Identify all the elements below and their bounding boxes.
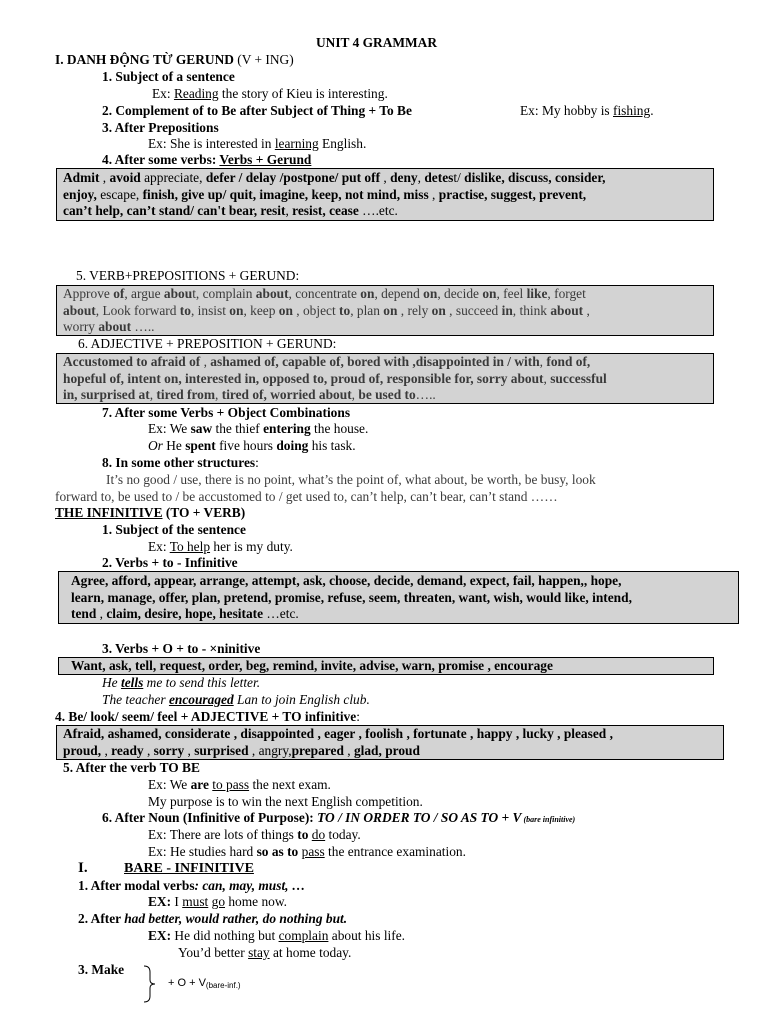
- ex-text: today.: [325, 827, 361, 842]
- ex-bold: so as to: [256, 844, 299, 859]
- rule-italic: : can, may, must, …: [194, 878, 306, 893]
- ex-underlined: learning: [274, 136, 319, 151]
- gerund-rule-3-example: [148, 136, 366, 152]
- ex-bold-underlined: encouraged: [168, 692, 234, 707]
- infinitive-heading: [55, 505, 245, 521]
- word: ,: [351, 387, 359, 402]
- right-brace-icon: [140, 964, 160, 1004]
- ex-text: Ex: There are lots of things: [148, 827, 298, 842]
- word: be used to: [358, 387, 416, 402]
- word: about: [255, 286, 289, 301]
- ex-underlined: go: [211, 894, 226, 909]
- word: on: [383, 302, 398, 318]
- word: , argue: [124, 286, 164, 301]
- word: to: [339, 302, 351, 318]
- infinitive-rule-3: 3. Verbs + O + to - ×ninitive: [102, 641, 261, 656]
- ex-underlined: to pass: [212, 777, 250, 792]
- verbs-gerund-box: [56, 168, 714, 221]
- word: , depend: [374, 286, 424, 301]
- rule-colon: :: [356, 709, 360, 724]
- word: ,: [539, 354, 547, 369]
- ex-bold: EX:: [148, 894, 172, 909]
- gerund-rule-1: 1. Subject of a sentence: [102, 69, 235, 84]
- word: avoid: [109, 170, 141, 185]
- word: ,: [343, 742, 354, 758]
- box-line: [63, 303, 713, 320]
- word: ,: [143, 742, 154, 758]
- word: , think: [512, 302, 551, 318]
- word: glad, proud: [353, 742, 420, 758]
- infinitive-rule-3-example-1: [102, 675, 260, 691]
- gerund-heading: [55, 52, 294, 68]
- gerund-rule-5: [76, 268, 299, 284]
- verbs-infinitive-box: [58, 571, 739, 624]
- heading-underlined: THE INFINITIVE: [55, 505, 163, 520]
- rule-text: 5. VERB+PREPOSITIONS + GERUND: [76, 268, 296, 283]
- word: ….etc.: [358, 203, 398, 218]
- ex-text: at home today.: [269, 945, 352, 960]
- word: ,: [96, 606, 107, 621]
- rule-colon: :: [332, 336, 337, 351]
- verb-preposition-box: [56, 285, 714, 336]
- ex-underlined: To help: [169, 539, 211, 554]
- infinitive-rule-1: 1. Subject of the sentence: [102, 522, 246, 537]
- formula-subscript: (bare-inf.): [205, 981, 241, 990]
- page-title: UNIT 4 GRAMMAR: [316, 35, 438, 50]
- word: surprised: [194, 742, 249, 758]
- heading-rest: (TO + VERB): [162, 505, 246, 520]
- ex-text: about his life.: [328, 928, 406, 943]
- infinitive-rule-6: [102, 810, 575, 828]
- word: in, surprised at: [63, 387, 150, 402]
- word: ,: [200, 354, 211, 369]
- word: ,: [149, 387, 157, 402]
- ex-text: the next exam.: [249, 777, 331, 792]
- rule-text: 4. Be/ look/ seem/ feel + ADJECTIVE + TO infinitive: [55, 709, 357, 724]
- adjective-preposition-box: [56, 353, 714, 404]
- word: tired from: [156, 387, 216, 402]
- ex-italic: me to send this letter.: [143, 675, 261, 690]
- bare-rule-2: [78, 911, 347, 927]
- infinitive-rule-4: [55, 709, 360, 725]
- box-line: [63, 354, 713, 371]
- rule-text: 6. ADJECTIVE + PREPOSITION + GERUND: [78, 336, 333, 351]
- gerund-rule-7: 7. After some Verbs + Object Combinations: [102, 405, 351, 420]
- ex-text: English.: [318, 136, 367, 151]
- box-line: [71, 606, 738, 623]
- word: ,: [215, 387, 222, 402]
- gerund-rule-6: [78, 336, 336, 352]
- rule-italic: had better, would rather, do nothing but.: [124, 911, 348, 926]
- bare-heading: BARE - INFINITIVE: [124, 861, 254, 876]
- gerund-rule-8: [102, 455, 259, 471]
- word: ,: [428, 186, 439, 202]
- bare-rule-2-example-2: [178, 945, 351, 961]
- word: Approve: [63, 286, 114, 301]
- word: , plan: [350, 302, 384, 318]
- bare-rule-3: 3. Make: [78, 962, 125, 977]
- word: tend: [71, 606, 97, 621]
- adjective-infinitive-box: [56, 725, 724, 760]
- ex-italic: Lan to join English club.: [233, 692, 370, 707]
- word: …etc.: [263, 606, 299, 621]
- gerund-rule-8-line-1: It’s no good / use, there is no point, what’s the point of, what about, be worth, be busy, look: [106, 472, 596, 487]
- word: about: [98, 319, 132, 334]
- gerund-rule-3: 3. After Prepositions: [102, 120, 219, 135]
- ex-text: five hours: [215, 438, 277, 453]
- word: ,: [99, 170, 110, 185]
- word: , rely: [397, 302, 432, 318]
- word: detes: [424, 170, 454, 185]
- word: deny: [390, 170, 418, 185]
- bare-rule-1-example: [148, 894, 287, 910]
- rule-colon: :: [211, 152, 220, 167]
- box-line: [63, 319, 713, 336]
- word: , decide: [437, 286, 483, 301]
- ex-underlined: stay: [248, 945, 270, 960]
- ex-underlined: must: [182, 894, 209, 909]
- ex-text: .: [650, 103, 654, 118]
- ex-text: Ex:: [152, 86, 174, 101]
- ex-underlined: pass: [301, 844, 325, 859]
- gerund-rule-7-example-1: [148, 421, 368, 437]
- word: ,: [543, 370, 551, 386]
- word: ashamed of, capable of, bored with ,disappointed in / with: [210, 354, 540, 369]
- gerund-rule-2: 2. Complement of to Be after Subject of Thing + To Be: [102, 103, 412, 118]
- ex-text: her is my duty.: [210, 539, 293, 554]
- rule-underlined: Verbs + Gerund: [219, 152, 312, 167]
- word: dislike, discuss, consider,: [464, 170, 606, 185]
- ex-text: the thief: [212, 421, 264, 436]
- gerund-heading-main: I. DANH ĐỘNG TỪ GERUND: [55, 52, 234, 67]
- ex-text: the house.: [310, 421, 369, 436]
- word: Accustomed to afraid of: [63, 354, 201, 369]
- rule-formula: TO / IN ORDER TO / SO AS TO + V: [317, 810, 522, 825]
- rule-colon: :: [255, 455, 259, 470]
- word: , keep: [243, 302, 279, 318]
- word: ,: [583, 302, 590, 318]
- ex-italic: The teacher: [102, 692, 169, 707]
- word: fond of,: [546, 354, 591, 369]
- infinitive-rule-5: 5. After the verb TO BE: [63, 760, 200, 775]
- ex-text: home now.: [225, 894, 287, 909]
- word: , angry,: [248, 742, 292, 758]
- ex-bold: doing: [276, 438, 309, 453]
- word: defer / delay /postpone/ put off: [205, 170, 381, 185]
- ex-bold: are: [190, 777, 209, 792]
- word: , forget: [547, 286, 586, 301]
- word: on: [229, 302, 244, 318]
- word: …..: [415, 387, 436, 402]
- word: , object: [292, 302, 340, 318]
- verbs-object-box: Want, ask, tell, request, order, beg, remind, invite, advise, warn, promise , encourage: [58, 657, 714, 675]
- ex-text: the entrance examination.: [324, 844, 466, 859]
- box-line: [63, 187, 713, 204]
- word: ,: [101, 742, 112, 758]
- word: claim, desire, hope, hesitate: [106, 606, 264, 621]
- ex-italic: He: [102, 675, 121, 690]
- ex-bold-underlined: tells: [120, 675, 144, 690]
- box-line: [63, 387, 713, 404]
- word: ,: [184, 742, 195, 758]
- word: prepared: [291, 742, 344, 758]
- ex-bold: spent: [185, 438, 216, 453]
- word: sorry: [153, 742, 185, 758]
- word: abou: [163, 286, 193, 301]
- ex-text: Ex: We: [148, 777, 191, 792]
- infinitive-rule-6-example-1: [148, 827, 361, 843]
- word: finish, give up/ quit, imagine, keep, not mind, miss: [142, 186, 429, 202]
- word: escape,: [96, 186, 143, 202]
- word: ,: [417, 170, 425, 185]
- box-line: [63, 371, 713, 388]
- word: can’t help, can’t stand/ can't bear, resit: [63, 203, 286, 218]
- bare-formula: [168, 975, 241, 994]
- box-line: [63, 743, 723, 760]
- ex-text: Ex:: [148, 539, 170, 554]
- word: proud,: [63, 742, 102, 758]
- formula-text: + O + V: [168, 977, 206, 989]
- word: t/: [453, 170, 465, 185]
- box-line: Afraid, ashamed, considerate , disappointed , eager , foolish , fortunate , happy , lucky , pleased ,: [63, 726, 613, 741]
- ex-underlined: Reading: [173, 86, 219, 101]
- word: appreciate,: [140, 170, 206, 185]
- word: , succeed: [445, 302, 502, 318]
- word: Admit: [63, 170, 100, 185]
- word: t, complain: [192, 286, 256, 301]
- infinitive-rule-5-example-1: [148, 777, 331, 793]
- word: ready: [111, 742, 144, 758]
- ex-text: Ex: He studies hard: [148, 844, 257, 859]
- word: ,: [380, 170, 391, 185]
- ex-bold: to: [297, 827, 309, 842]
- gerund-rule-8-line-2: forward to, be used to / be accustomed to / get used to, can’t help, can’t bear, can’t stand ……: [55, 489, 558, 504]
- infinitive-rule-5-example-2: My purpose is to win the next English competition.: [148, 794, 423, 809]
- word: , insist: [190, 302, 230, 318]
- box-line: [63, 170, 713, 187]
- word: practise, suggest, prevent,: [438, 186, 587, 202]
- infinitive-rule-2: 2. Verbs + to - Infinitive: [102, 555, 238, 570]
- box-line: [63, 203, 713, 220]
- bare-roman-numeral: I.: [78, 860, 88, 876]
- rule-colon: :: [295, 268, 300, 283]
- word: , feel: [496, 286, 527, 301]
- word: hopeful of, intent on, interested in, opposed to, proud of, responsible for, sorry about: [63, 370, 544, 386]
- ex-underlined: do: [311, 827, 326, 842]
- box-line: learn, manage, offer, plan, pretend, promise, refuse, seem, threaten, want, wish, would like, intend,: [71, 589, 632, 605]
- rule-text: 6. After Noun (Infinitive of Purpose):: [102, 810, 318, 825]
- infinitive-rule-6-example-2: [148, 844, 466, 860]
- word: resist, cease: [292, 203, 359, 218]
- ex-italic: Or: [148, 438, 163, 453]
- rule-text: 8. In some other structures: [102, 455, 256, 470]
- gerund-rule-1-example: [152, 86, 388, 102]
- ex-text: You’d better: [178, 945, 249, 960]
- ex-bold: EX:: [148, 928, 172, 943]
- ex-text: He: [162, 438, 186, 453]
- ex-text: He did nothing but: [171, 928, 279, 943]
- box-line: [63, 286, 713, 303]
- rule-text: 1. After modal verbs: [78, 878, 195, 893]
- ex-bold: entering: [263, 421, 311, 436]
- word: about: [63, 302, 96, 318]
- word: about: [550, 302, 584, 318]
- gerund-heading-paren: (V + ING): [233, 52, 294, 67]
- ex-text: Ex: My hobby is: [520, 103, 613, 118]
- word: tired of, worried about: [221, 387, 352, 402]
- word: to: [179, 302, 191, 318]
- word: worry: [63, 319, 99, 334]
- word: like: [526, 286, 548, 301]
- gerund-rule-7-example-2: [148, 438, 356, 454]
- word: of: [113, 286, 125, 301]
- gerund-rule-4: [102, 152, 311, 168]
- word: on: [423, 286, 438, 301]
- word: …..: [131, 319, 155, 334]
- word: enjoy,: [63, 186, 97, 202]
- infinitive-rule-3-example-2: [102, 692, 370, 708]
- rule-text: 4. After some verbs: [102, 152, 212, 167]
- rule-formula-note: (bare infinitive): [521, 815, 576, 824]
- word: on: [482, 286, 497, 301]
- word: successful: [550, 370, 607, 386]
- ex-text: the story of Kieu is interesting.: [218, 86, 388, 101]
- rule-text: 2. After: [78, 911, 125, 926]
- ex-underlined: complain: [278, 928, 329, 943]
- box-line: Agree, afford, appear, arrange, attempt, ask, choose, decide, demand, expect, fail, happen,, hope,: [71, 573, 622, 588]
- word: on: [278, 302, 293, 318]
- word: on: [431, 302, 446, 318]
- infinitive-rule-1-example: [148, 539, 293, 555]
- ex-text: his task.: [308, 438, 356, 453]
- ex-underlined: fishing: [613, 103, 651, 118]
- ex-text: Ex: We: [148, 421, 191, 436]
- word: , concentrate: [288, 286, 361, 301]
- ex-bold: saw: [190, 421, 213, 436]
- bare-rule-2-example-1: [148, 928, 405, 944]
- gerund-rule-2-example: [520, 103, 654, 119]
- word: on: [360, 286, 375, 301]
- word: ,: [285, 203, 293, 218]
- ex-text: Ex: She is interested in: [148, 136, 275, 151]
- bare-rule-1: [78, 878, 305, 894]
- word: in: [501, 302, 513, 318]
- word: , Look forward: [95, 302, 180, 318]
- ex-text: I: [171, 894, 183, 909]
